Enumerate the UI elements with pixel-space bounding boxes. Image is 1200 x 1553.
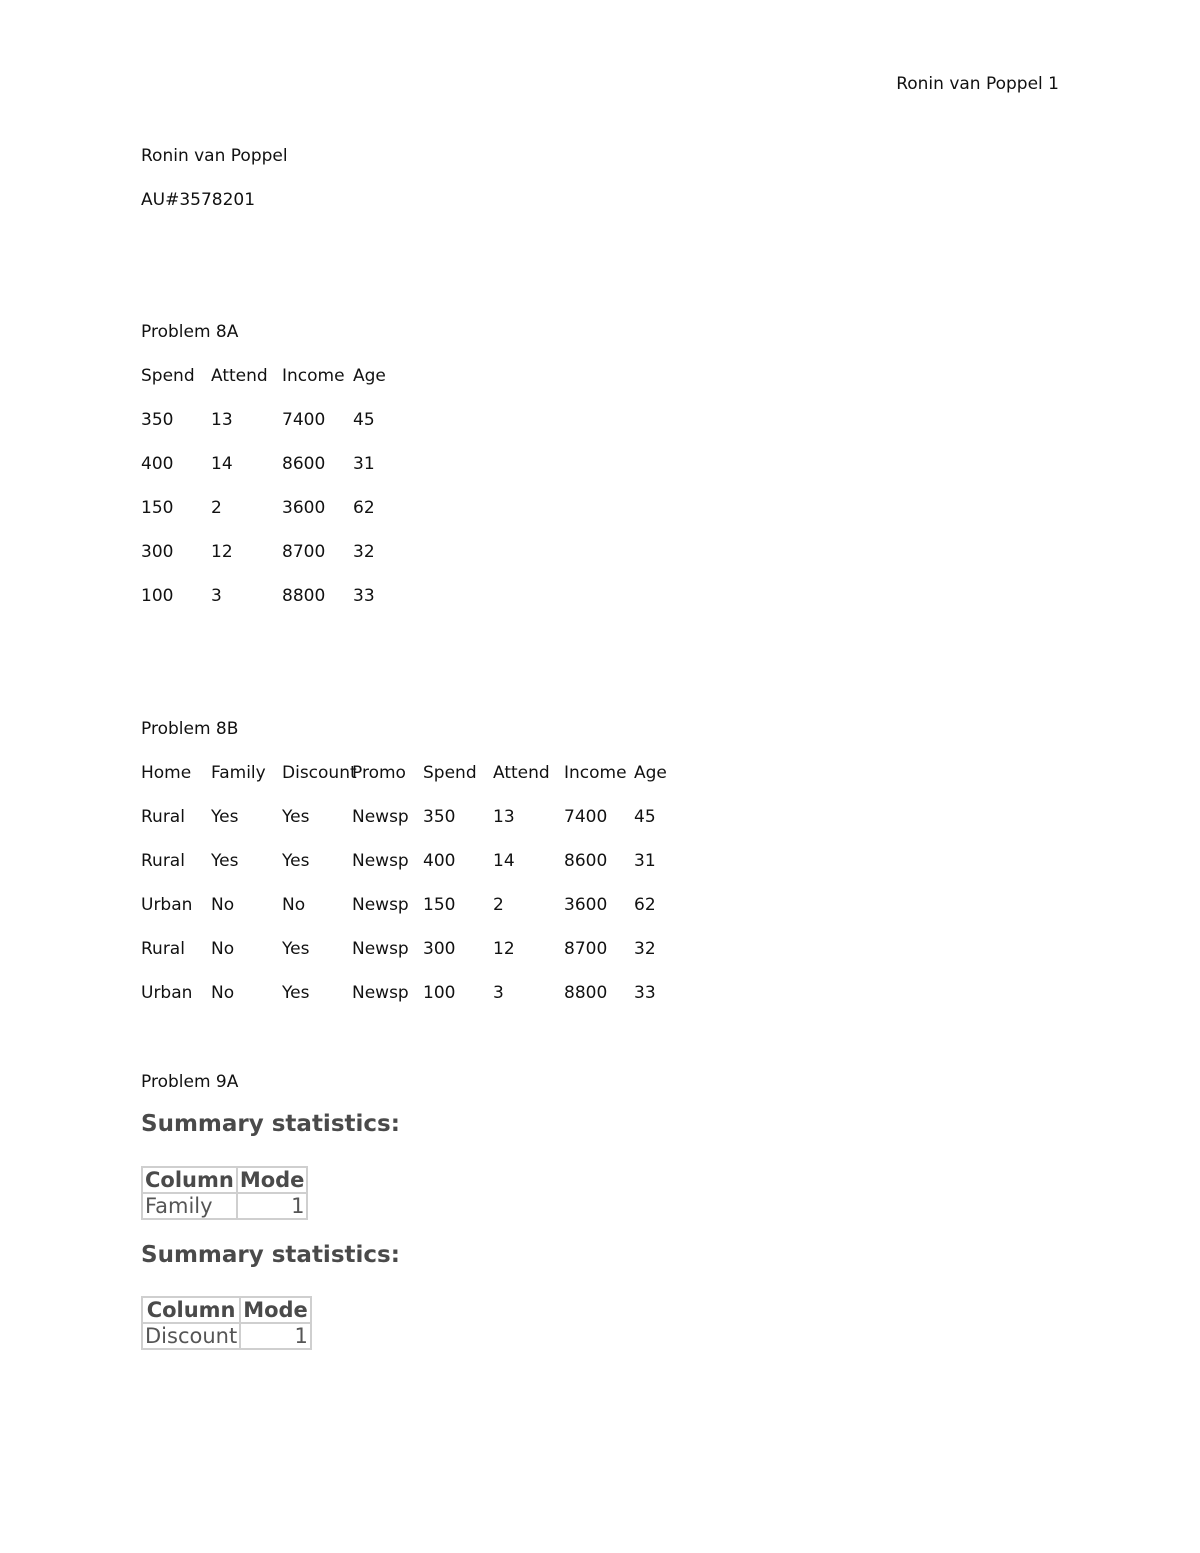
- column-header: Promo: [352, 763, 406, 783]
- grid-cell: 100: [141, 586, 174, 606]
- summary-heading: Summary statistics:: [141, 1242, 400, 1268]
- grid-cell: Newsp: [352, 851, 409, 871]
- grid-cell: No: [282, 895, 306, 915]
- column-header: Income: [282, 366, 345, 386]
- grid-cell: 14: [211, 454, 233, 474]
- column-header: Family: [211, 763, 266, 783]
- column-header: Spend: [141, 366, 195, 386]
- grid-cell: 12: [211, 542, 233, 562]
- grid-cell: 8800: [282, 586, 326, 606]
- grid-cell: 8800: [564, 983, 608, 1003]
- grid-cell: 3600: [564, 895, 608, 915]
- grid-cell: 3: [211, 586, 222, 606]
- grid-cell: Yes: [282, 807, 310, 827]
- column-header: Home: [141, 763, 192, 783]
- grid-cell: 100: [423, 983, 456, 1003]
- grid-cell: Newsp: [352, 807, 409, 827]
- summary-column-name: Family: [142, 1193, 237, 1219]
- grid-cell: 32: [353, 542, 375, 562]
- grid-cell: Yes: [211, 807, 239, 827]
- student-id: AU#3578201: [141, 190, 256, 210]
- column-header: Attend: [493, 763, 550, 783]
- grid-cell: Urban: [141, 983, 193, 1003]
- grid-cell: No: [211, 895, 235, 915]
- grid-cell: 31: [634, 851, 656, 871]
- summary-row: [142, 1323, 311, 1349]
- grid-cell: 33: [353, 586, 375, 606]
- running-head: Ronin van Poppel 1: [896, 74, 1059, 94]
- grid-cell: 8600: [564, 851, 608, 871]
- grid-cell: Rural: [141, 939, 185, 959]
- grid-cell: 7400: [282, 410, 326, 430]
- summary-mode-value: 1: [240, 1323, 311, 1349]
- grid-cell: Yes: [282, 851, 310, 871]
- grid-cell: Rural: [141, 851, 185, 871]
- grid-cell: 400: [141, 454, 174, 474]
- grid-cell: 8700: [564, 939, 608, 959]
- grid-cell: 3: [493, 983, 504, 1003]
- grid-cell: 12: [493, 939, 515, 959]
- grid-cell: 350: [141, 410, 174, 430]
- column-header: Income: [564, 763, 627, 783]
- grid-cell: 2: [493, 895, 504, 915]
- grid-cell: Yes: [282, 939, 310, 959]
- grid-cell: Newsp: [352, 939, 409, 959]
- grid-cell: 62: [353, 498, 375, 518]
- grid-cell: 8600: [282, 454, 326, 474]
- column-header: Spend: [423, 763, 477, 783]
- grid-cell: 13: [493, 807, 515, 827]
- summary-table-family: [141, 1166, 308, 1220]
- grid-cell: 32: [634, 939, 656, 959]
- grid-cell: Newsp: [352, 983, 409, 1003]
- summary-column-name: Discount: [142, 1323, 240, 1349]
- grid-cell: Yes: [211, 851, 239, 871]
- summary-row: [142, 1193, 307, 1219]
- grid-cell: 13: [211, 410, 233, 430]
- grid-cell: No: [211, 939, 235, 959]
- mode-header: Mode: [237, 1167, 308, 1193]
- grid-cell: Yes: [282, 983, 310, 1003]
- grid-cell: 300: [141, 542, 174, 562]
- grid-cell: 7400: [564, 807, 608, 827]
- problem-9a-title: Problem 9A: [141, 1072, 239, 1092]
- grid-cell: 2: [211, 498, 222, 518]
- column-header: Column: [142, 1297, 240, 1323]
- grid-cell: 45: [634, 807, 656, 827]
- problem-8b-title: Problem 8B: [141, 719, 239, 739]
- grid-cell: 150: [141, 498, 174, 518]
- summary-table-discount: [141, 1296, 312, 1350]
- summary-mode-value: 1: [237, 1193, 308, 1219]
- grid-cell: 33: [634, 983, 656, 1003]
- column-header: Attend: [211, 366, 268, 386]
- problem-8a-title: Problem 8A: [141, 322, 239, 342]
- grid-cell: Rural: [141, 807, 185, 827]
- grid-cell: 14: [493, 851, 515, 871]
- grid-cell: 400: [423, 851, 456, 871]
- summary-header-row: [142, 1167, 307, 1193]
- grid-cell: 3600: [282, 498, 326, 518]
- grid-cell: 31: [353, 454, 375, 474]
- grid-cell: 150: [423, 895, 456, 915]
- grid-cell: 62: [634, 895, 656, 915]
- summary-header-row: [142, 1297, 311, 1323]
- summary-heading: Summary statistics:: [141, 1111, 400, 1137]
- grid-cell: 350: [423, 807, 456, 827]
- grid-cell: Newsp: [352, 895, 409, 915]
- grid-cell: 45: [353, 410, 375, 430]
- author-name: Ronin van Poppel: [141, 146, 288, 166]
- grid-cell: No: [211, 983, 235, 1003]
- column-header: Age: [353, 366, 386, 386]
- column-header: Age: [634, 763, 667, 783]
- mode-header: Mode: [240, 1297, 311, 1323]
- grid-cell: 300: [423, 939, 456, 959]
- column-header: Discount: [282, 763, 357, 783]
- column-header: Column: [142, 1167, 237, 1193]
- grid-cell: Urban: [141, 895, 193, 915]
- grid-cell: 8700: [282, 542, 326, 562]
